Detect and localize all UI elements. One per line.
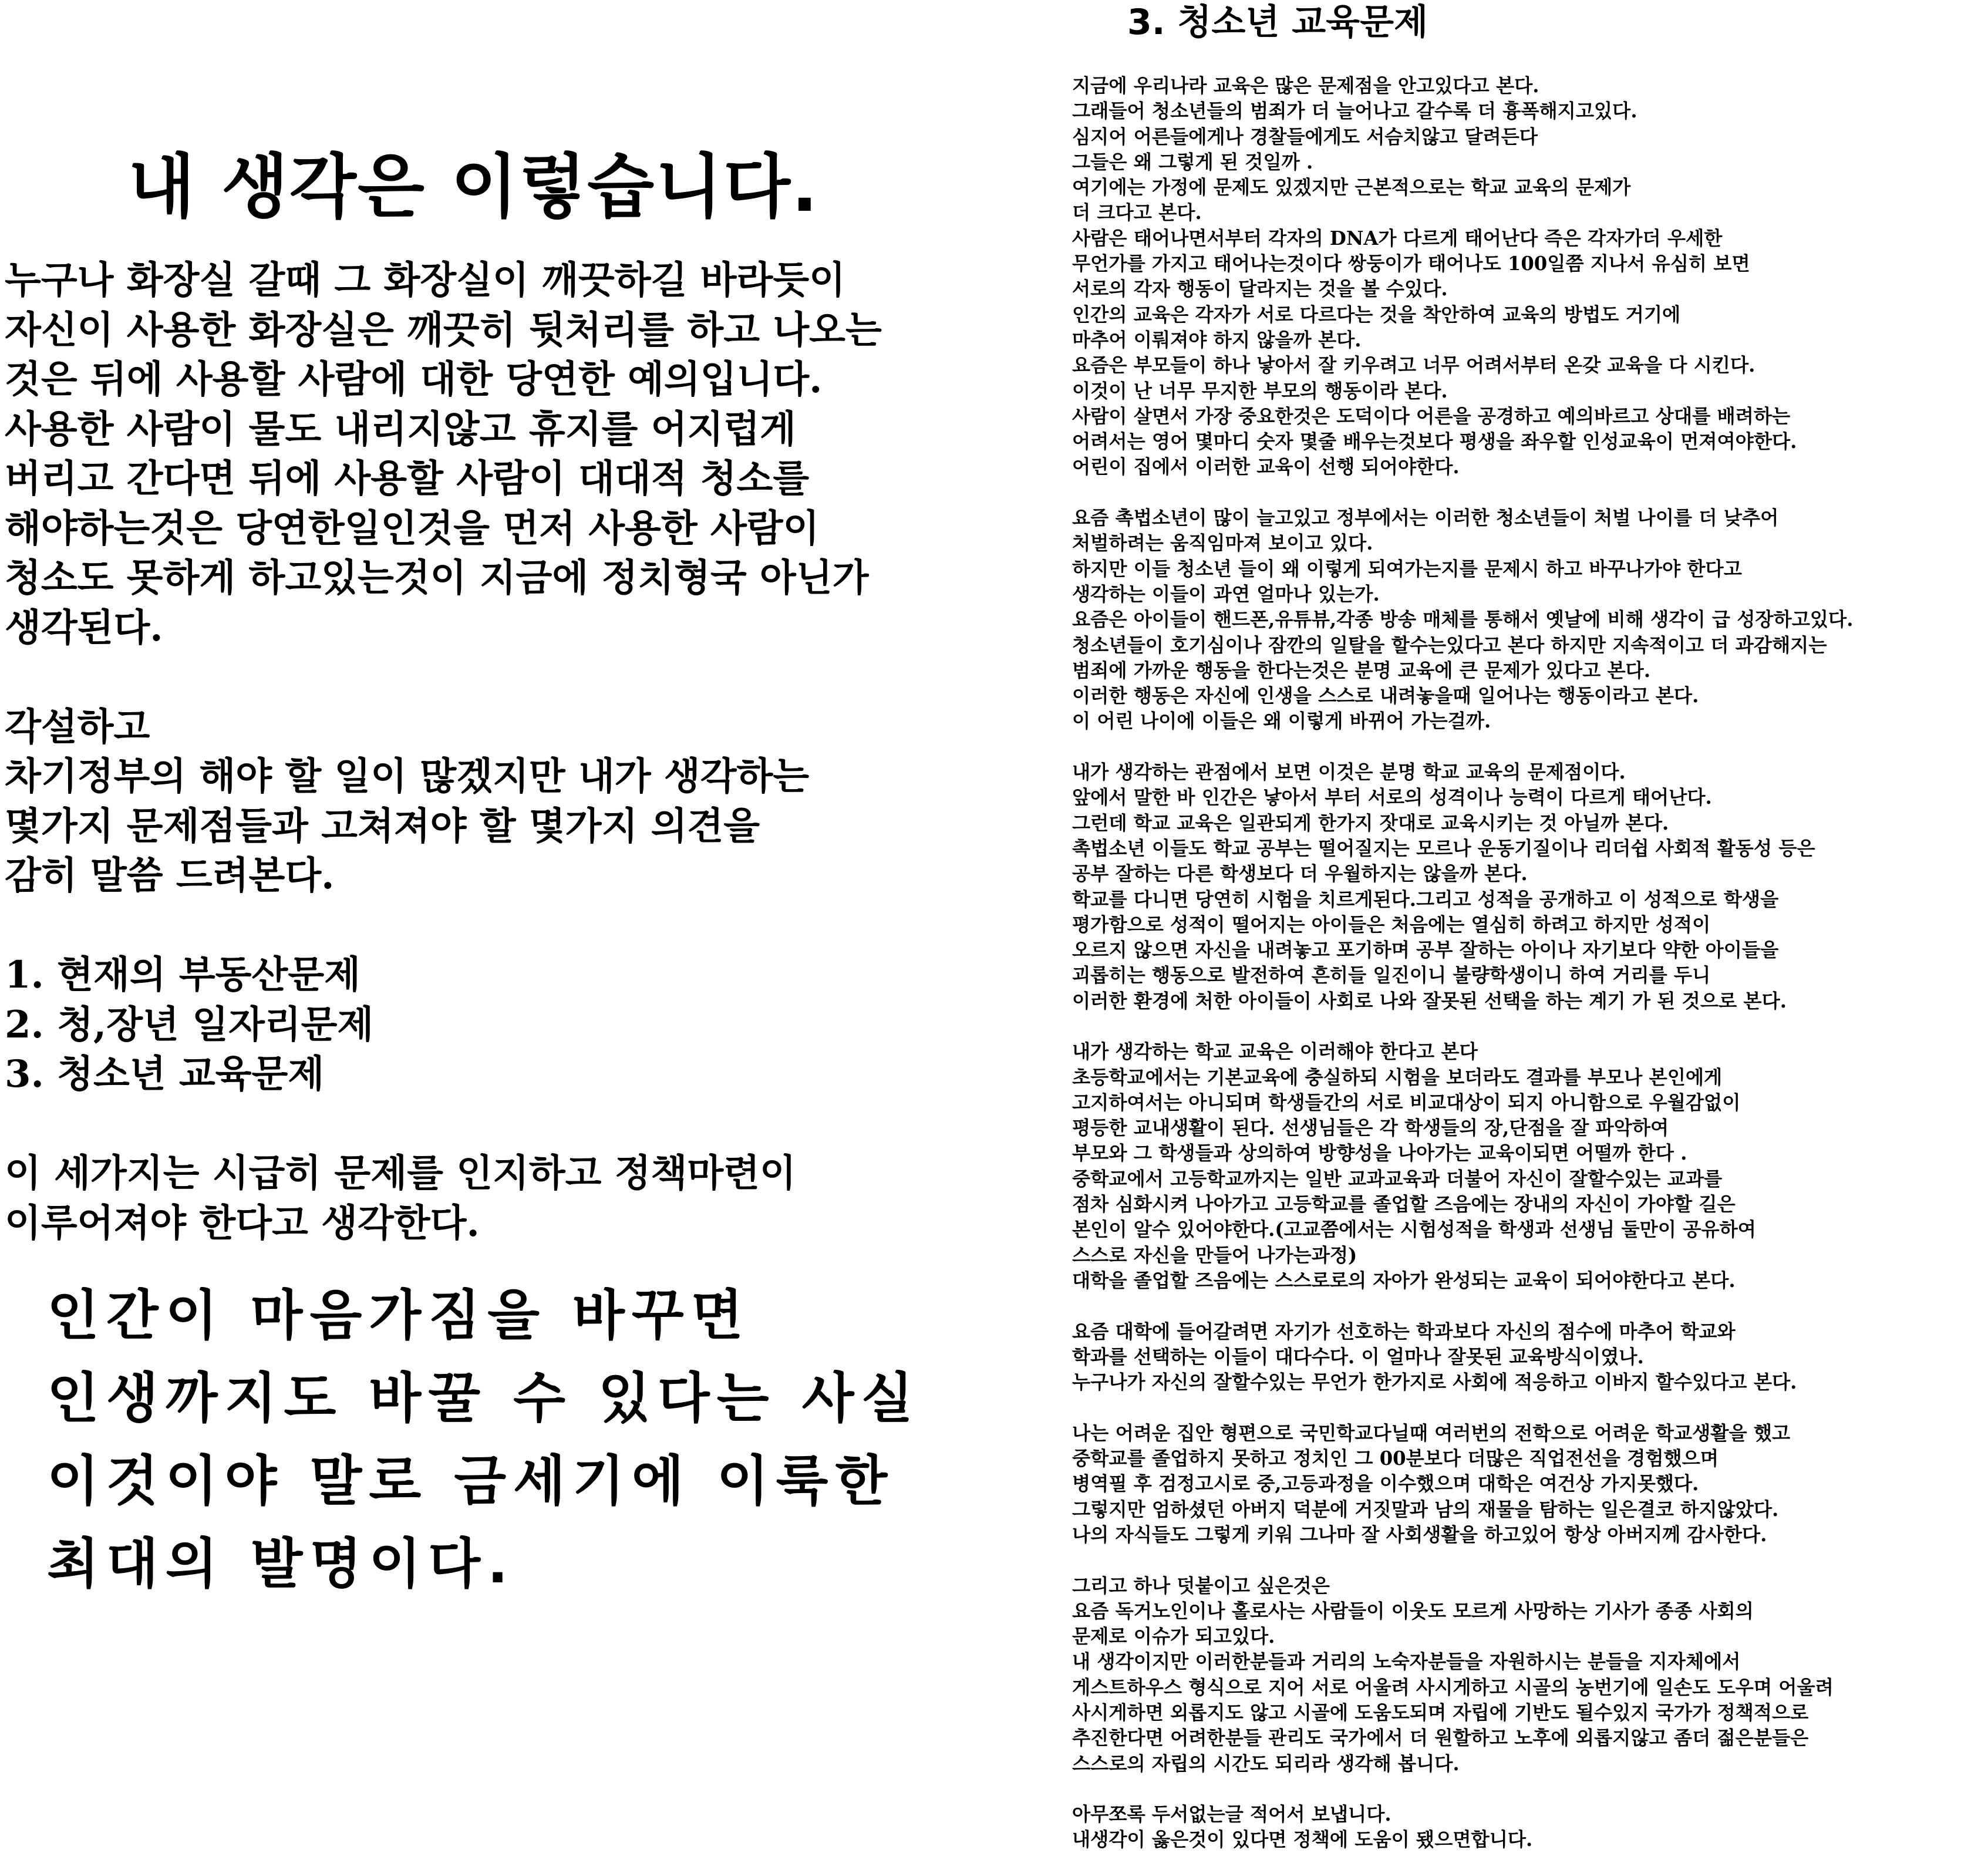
text-line: 청소년들이 호기심이나 잠깐의 일탈을 할수는있다고 본다 하지만 지속적이고 더 과감해지는 (1072, 634, 1827, 656)
text-line: 학과를 선택하는 이들이 대다수다. 이 얼마나 잘못된 교육방식이였나. (1072, 1345, 1644, 1368)
right-paragraph (1072, 73, 1985, 480)
text-line: 1. 현재의 부동산문제 (5, 953, 360, 997)
text-line: 서로의 각자 행동이 달라지는 것을 볼 수있다. (1072, 278, 1448, 301)
text-line: 나의 자식들도 그렇게 키워 그나마 잘 사회생활을 하고있어 항상 아버지께 감사한다. (1072, 1523, 1767, 1546)
text-line: 이 세가지는 시급히 문제를 인지하고 정책마련이 (5, 1151, 796, 1195)
text-line: 하지만 이들 청소년 들이 왜 이렇게 되여가는지를 문제시 하고 바꾸나가야 한다고 (1072, 557, 1742, 580)
text-line: 중학교를 졸업하지 못하고 정치인 그 00분보다 더많은 직업전선을 경험했으며 (1072, 1447, 1719, 1470)
paragraph-gap (1072, 1548, 1985, 1573)
text-line: 병역필 후 검정고시로 중,고등과정을 이수했으며 대학은 여건상 가지못했다. (1072, 1473, 1699, 1495)
text-line: 부모와 그 학생들과 상의하여 방향성을 나아가는 교육이되면 어떨까 한다 . (1072, 1142, 1687, 1165)
calligraphy-line: 인간이 마음가짐을 바꾸면 (47, 1284, 750, 1347)
text-line: 내생각이 옳은것이 있다면 정책에 도움이 됐으면합니다. (1072, 1828, 1533, 1851)
text-line: 누구나가 자신의 잘할수있는 무언가 한가지로 사회에 적응하고 이바지 할수있다고 본다. (1072, 1371, 1797, 1394)
text-line: 그렇지만 엄하셨던 아버지 덕분에 거짓말과 남의 재물을 탐하는 일은결코 하지않았다. (1072, 1498, 1779, 1521)
text-line: 공부 잘하는 다른 학생보다 더 우월하지는 않을까 본다. (1072, 863, 1528, 885)
text-line: 앞에서 말한 바 인간은 낳아서 부터 서로의 성격이나 능력이 다르게 태어난다. (1072, 786, 1712, 809)
text-line: 이것이 난 너무 무지한 부모의 행동이라 본다. (1072, 379, 1448, 402)
text-line: 나는 어려운 집안 형편으로 국민학교다닐때 여러번의 전학으로 어려운 학교생활을 했고 (1072, 1421, 1791, 1444)
text-line: 점차 심화시켜 나아가고 고등학교를 졸업할 즈음에는 장내의 자신이 가야할 길은 (1072, 1193, 1736, 1216)
text-line: 본인이 알수 있어야한다.(고교쯤에서는 시험성적을 학생과 선생님 둘만이 공유하여 (1072, 1218, 1756, 1241)
paragraph-gap (1072, 1014, 1985, 1039)
text-line: 추진한다면 어려한분들 관리도 국가에서 더 원할하고 노후에 외롭지않고 좀더 젊은분들은 (1072, 1727, 1809, 1750)
text-line: 몇가지 문제점들과 고쳐져야 할 몇가지 의견을 (5, 804, 760, 848)
text-line: 것은 뒤에 사용할 사람에 대한 당연한 예의입니다. (5, 358, 823, 402)
paragraph-gap (5, 1100, 968, 1150)
text-line: 무언가를 가지고 태어나는것이다 쌍둥이가 태어나도 100일쯤 지나서 유심히 보면 (1072, 252, 1750, 275)
calligraphy-quote (47, 1274, 963, 1605)
text-line: 이러한 행동은 자신에 인생을 스스로 내려놓을때 일어나는 행동이라고 본다. (1072, 685, 1699, 707)
text-line: 평등한 교내생활이 된다. 선생님들은 각 학생들의 장,단점을 잘 파악하여 (1072, 1117, 1669, 1140)
text-line: 요즘 대학에 들어갈려면 자기가 선호하는 학과보다 자신의 점수에 마추어 학교와 (1072, 1320, 1736, 1343)
text-line: 요즘은 아이들이 핸드폰,유튜뷰,각종 방송 매체를 통해서 옛날에 비해 생각이 급 성장하고있다. (1072, 608, 1854, 631)
text-line: 그들은 왜 그렇게 된 것일까 . (1072, 150, 1313, 173)
text-line: 생각된다. (5, 605, 163, 650)
text-line: 그런데 학교 교육은 일관되게 한가지 잣대로 교육시키는 것 아닐까 본다. (1072, 811, 1669, 834)
text-line: 학교를 다니면 당연히 시험을 치르게된다.그리고 성적을 공개하고 이 성적으로 학생을 (1072, 888, 1779, 911)
text-line: 요즘은 부모들이 하나 낳아서 잘 키우려고 너무 어려서부터 온갖 교육을 다 시킨다. (1072, 354, 1755, 377)
right-paragraph (1072, 1319, 1985, 1396)
text-line: 평가함으로 성적이 떨어지는 아이들은 처음에는 열심히 하려고 하지만 성적이 (1072, 913, 1711, 936)
text-line: 사람은 태어나면서부터 각자의 DNA가 다르게 태어난다 즉은 각자가더 우세한 (1072, 227, 1723, 250)
text-line: 어린이 집에서 이러한 교육이 선행 되어야한다. (1072, 456, 1460, 479)
text-line: 해야하는것은 당연한일인것을 먼저 사용한 사람이 (5, 506, 820, 551)
left-body-text (5, 256, 968, 1248)
text-line: 더 크다고 본다. (1072, 201, 1202, 224)
text-line: 각설하고 (5, 705, 150, 749)
main-title: 내 생각은 이렇습니다. (128, 146, 819, 227)
text-line: 어려서는 영어 몇마디 숫자 몇줄 배우는것보다 평생을 좌우할 인성교육이 먼져여야한다. (1072, 430, 1797, 453)
text-line: 사람이 살면서 가장 중요한것은 도덕이다 어른을 공경하고 예의바르고 상대를 배려하는 (1072, 405, 1791, 427)
text-line: 여기에는 가정에 문제도 있겠지만 근본적으로는 학교 교육의 문제가 (1072, 176, 1631, 199)
text-line: 청소도 못하게 하고있는것이 지금에 정치형국 아닌가 (5, 556, 869, 600)
text-line: 감히 말씀 드려본다. (5, 854, 335, 898)
text-line: 사용한 사람이 물도 내리지않고 휴지를 어지럽게 (5, 407, 796, 452)
paragraph-gap (5, 901, 968, 951)
right-paragraph (1072, 1802, 1985, 1853)
text-line: 대학을 졸업할 즈음에는 스스로로의 자아가 완성되는 교육이 되어야한다고 본다. (1072, 1269, 1736, 1292)
text-line: 2. 청,장년 일자리문제 (5, 1002, 374, 1047)
text-line: 오르지 않으면 자신을 내려놓고 포기하며 공부 잘하는 아이나 자기보다 약한 아이들을 (1072, 939, 1779, 962)
right-paragraph (1072, 1574, 1985, 1777)
text-line: 심지어 어른들에게나 경찰들에게도 서슴치않고 달려든다 (1072, 125, 1538, 148)
text-line: 촉법소년 이들도 학교 공부는 떨어질지는 모르나 운동기질이나 리더쉽 사회적 활동성 등은 (1072, 837, 1815, 860)
text-line: 괴롭히는 행동으로 발전하여 흔히들 일진이니 불량학생이니 하여 거리를 두니 (1072, 964, 1711, 987)
text-line: 누구나 화장실 갈때 그 화장실이 깨끗하길 바라듯이 (5, 258, 845, 302)
right-column (1072, 0, 1985, 1852)
text-line: 범죄에 가까운 행동을 한다는것은 분명 교육에 큰 문제가 있다고 본다. (1072, 659, 1651, 682)
paragraph-gap (1072, 735, 1985, 760)
right-paragraph (1072, 506, 1985, 735)
text-line: 이루어져야 한다고 생각한다. (5, 1201, 480, 1245)
paragraph-gap (1072, 480, 1985, 506)
text-line: 아무쪼록 두서없는글 적어서 보냅니다. (1072, 1803, 1391, 1826)
left-paragraph (5, 703, 968, 901)
text-line: 중학교에서 고등학교까지는 일반 교과교육과 더불어 자신이 잘할수있는 교과를 (1072, 1167, 1723, 1190)
right-body-text (1072, 73, 1985, 1853)
left-paragraph (5, 1149, 968, 1248)
left-paragraph (5, 951, 968, 1100)
text-line: 사시게하면 외롭지도 않고 시골에 도움도되며 자립에 기반도 될수있지 국가가 정책적으로 (1072, 1702, 1809, 1724)
paragraph-gap (1072, 1777, 1985, 1802)
right-paragraph (1072, 1421, 1985, 1548)
paragraph-gap (1072, 1293, 1985, 1319)
calligraphy-line: 이것이야 말로 금세기에 이룩한 (47, 1450, 895, 1512)
text-line: 스스로 자신을 만들어 나가는과정) (1072, 1244, 1357, 1266)
right-paragraph (1072, 760, 1985, 1014)
text-line: 인간의 교육은 각자가 서로 다르다는 것을 착안하여 교육의 방법도 거기에 (1072, 303, 1681, 326)
text-line: 요즘 촉법소년이 많이 늘고있고 정부에서는 이러한 청소년들이 처벌 나이를 더 낮추어 (1072, 507, 1779, 530)
text-line: 그래들어 청소년들의 범죄가 더 늘어나고 갈수록 더 흉폭해지고있다. (1072, 100, 1637, 123)
text-line: 마추어 이뤄져야 하지 않을까 본다. (1072, 328, 1362, 351)
text-line: 3. 청소년 교육문제 (5, 1052, 325, 1096)
text-line: 처벌하려는 움직임마져 보이고 있다. (1072, 532, 1373, 555)
paragraph-gap (1072, 1395, 1985, 1420)
text-line: 문제로 이슈가 되고있다. (1072, 1625, 1275, 1648)
text-line: 이러한 환경에 처한 아이들이 사회로 나와 잘못된 선택을 하는 계기 가 된 것으로 본다. (1072, 989, 1787, 1012)
text-line: 스스로의 자립의 시간도 되리라 생각해 봅니다. (1072, 1752, 1460, 1775)
text-line: 초등학교에서는 기본교육에 충실하되 시험을 보더라도 결과를 부모나 본인에게 (1072, 1066, 1723, 1089)
text-line: 내가 생각하는 관점에서 보면 이것은 분명 학교 교육의 문제점이다. (1072, 761, 1626, 784)
text-line: 게스트하우스 형식으로 지어 서로 어울려 사시게하고 시골의 농번기에 일손도 도우며 어울려 (1072, 1676, 1834, 1699)
text-line: 내가 생각하는 학교 교육은 이러해야 한다고 본다 (1072, 1040, 1478, 1063)
text-line: 버리고 간다면 뒤에 사용할 사람이 대대적 청소를 (5, 457, 810, 501)
text-line: 차기정부의 해야 할 일이 많겠지만 내가 생각하는 (5, 754, 810, 799)
calligraphy-line: 최대의 발명이다. (47, 1532, 515, 1595)
text-line: 내 생각이지만 이러한분들과 거리의 노숙자분들을 자원하시는 분들을 지자체에서 (1072, 1650, 1741, 1673)
calligraphy-line: 인생까지도 바꿀 수 있다는 사실 (47, 1367, 921, 1430)
left-paragraph (5, 256, 968, 653)
text-line: 이 어린 나이에 이들은 왜 이렇게 바뀌어 가는걸까. (1072, 710, 1491, 733)
section-title: 3. 청소년 교육문제 (1127, 2, 1428, 43)
text-line: 자신이 사용한 화장실은 깨끗히 뒷처리를 하고 나오는 (5, 308, 882, 352)
text-line: 고지하여서는 아니되며 학생들간의 서로 비교대상이 되지 아니함으로 우월감없이 (1072, 1091, 1741, 1114)
right-paragraph (1072, 1039, 1985, 1293)
text-line: 지금에 우리나라 교육은 많은 문제점을 안고있다고 본다. (1072, 75, 1539, 97)
left-column (5, 0, 979, 1852)
text-line: 생각하는 이들이 과연 얼마나 있는가. (1072, 582, 1380, 605)
paragraph-gap (5, 653, 968, 703)
text-line: 그리고 하나 덧붙이고 싶은것은 (1072, 1574, 1330, 1597)
text-line: 요즘 독거노인이나 홀로사는 사람들이 이웃도 모르게 사망하는 기사가 종종 사회의 (1072, 1599, 1754, 1622)
